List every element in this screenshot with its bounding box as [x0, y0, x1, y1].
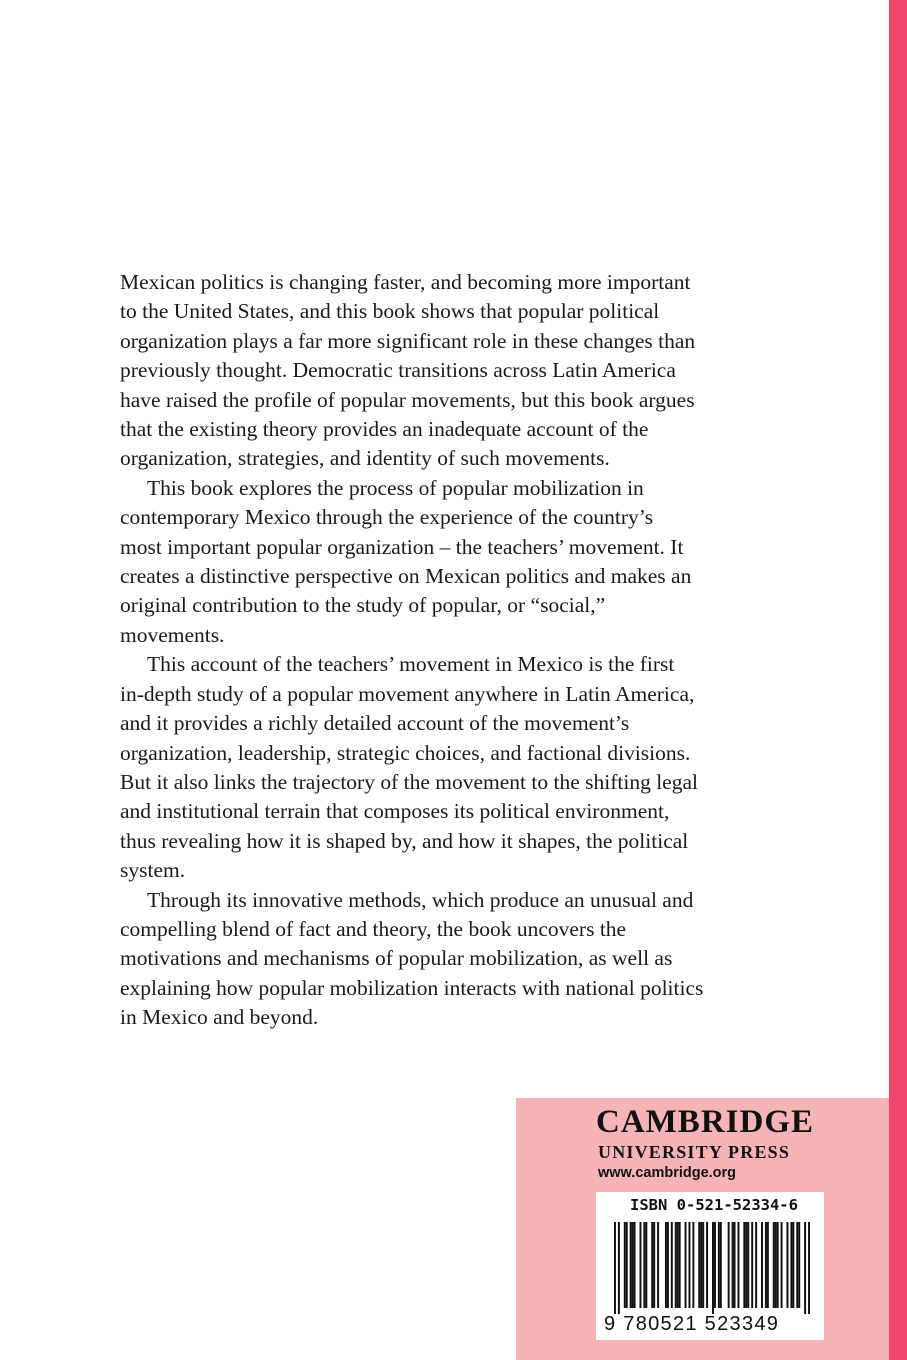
barcode-bar — [751, 1222, 753, 1308]
blurb-line: Through its innovative methods, which produce an unusual and — [147, 887, 694, 912]
blurb-line: organization, leadership, strategic choices, and factional divisions. — [120, 740, 691, 765]
blurb-line: that the existing theory provides an inadequate account of the — [120, 417, 649, 442]
barcode-bar — [804, 1222, 806, 1314]
barcode-bar — [808, 1222, 810, 1314]
blurb-paragraph-2 — [120, 474, 800, 650]
blurb-paragraph-1 — [120, 268, 800, 474]
barcode-bar — [781, 1222, 783, 1308]
barcode-bar — [790, 1222, 792, 1308]
barcode-bar — [798, 1222, 800, 1308]
barcode-bar — [706, 1222, 708, 1308]
barcode-bar — [728, 1222, 730, 1308]
barcode-bar — [692, 1222, 694, 1308]
barcode-bar — [732, 1222, 734, 1308]
blurb-line: to the United States, and this book shows that popular political — [120, 299, 660, 324]
blurb-line: original contribution to the study of popular, or “social,” — [120, 593, 606, 618]
publisher-panel — [516, 1098, 889, 1360]
barcode-bar — [796, 1222, 798, 1308]
barcode-box — [596, 1192, 824, 1340]
blurb-line: previously thought. Democratic transitions across Latin America — [120, 358, 676, 383]
barcode-bar — [632, 1222, 634, 1308]
blurb-line: most important popular organization – the teachers’ movement. It — [120, 534, 684, 559]
barcode-bar — [643, 1222, 645, 1308]
barcode-bar — [651, 1222, 653, 1308]
barcode-bar — [712, 1222, 714, 1314]
barcode-bar — [639, 1222, 641, 1308]
barcode-bar — [685, 1222, 687, 1308]
barcode-bar — [679, 1222, 681, 1308]
barcode-bar — [767, 1222, 769, 1308]
publisher-name: CAMBRIDGE — [596, 1104, 815, 1140]
barcode-bar — [645, 1222, 647, 1308]
barcode-icon — [614, 1222, 810, 1314]
publisher-subname: UNIVERSITY PRESS — [598, 1142, 791, 1162]
blurb-line: in-depth study of a popular movement anywhere in Latin America, — [120, 681, 695, 706]
barcode-bar — [626, 1222, 628, 1308]
barcode-bar — [671, 1222, 673, 1308]
blurb-line: organization plays a far more significant role in these changes than — [120, 328, 696, 353]
spine-stripe — [889, 0, 907, 1360]
barcode-bar — [714, 1222, 716, 1308]
barcode-bar — [773, 1222, 775, 1308]
blurb-line: creates a distinctive perspective on Mexican politics and makes an — [120, 564, 692, 589]
blurb-line: motivations and mechanisms of popular mobilization, as well as — [120, 946, 673, 971]
barcode-bar — [761, 1222, 763, 1308]
barcode-bar — [745, 1222, 747, 1308]
barcode-bar — [614, 1222, 616, 1314]
blurb-line: have raised the profile of popular movements, but this book argues — [120, 387, 695, 412]
blurb-line: Mexican politics is changing faster, and becoming more important — [120, 270, 691, 294]
blurb-line: contemporary Mexico through the experience of the country’s — [120, 505, 654, 530]
barcode-bar — [634, 1222, 636, 1308]
blurb-line: compelling blend of fact and theory, the book uncovers the — [120, 916, 627, 941]
blurb-line: system. — [120, 858, 186, 883]
barcode-bar — [700, 1222, 702, 1308]
blurb-line: organization, strategies, and identity of such movements. — [120, 446, 610, 471]
barcode-bar — [698, 1222, 700, 1308]
barcode-bar — [720, 1222, 722, 1308]
barcode-bar — [657, 1222, 659, 1308]
blurb-line: and it provides a richly detailed account of the movement’s — [120, 711, 630, 736]
isbn-label: ISBN 0-521-52334-6 — [630, 1196, 798, 1214]
barcode-bar — [743, 1222, 745, 1308]
cover-blurb — [120, 268, 800, 1033]
barcode-bar — [675, 1222, 677, 1308]
barcode-bar — [677, 1222, 679, 1308]
blurb-paragraph-4 — [120, 886, 800, 1033]
barcode-bar — [718, 1222, 720, 1308]
barcode-bar — [747, 1222, 749, 1308]
barcode-bar — [765, 1222, 767, 1308]
barcode-bar — [777, 1222, 779, 1308]
blurb-line: and institutional terrain that composes its political environment, — [120, 799, 670, 824]
blurb-line: This account of the teachers’ movement in Mexico is the first — [147, 652, 675, 677]
barcode-bar — [667, 1222, 669, 1308]
barcode-bar — [618, 1222, 620, 1314]
blurb-line: thus revealing how it is shaped by, and how it shapes, the political — [120, 828, 689, 853]
blurb-line: movements. — [120, 622, 225, 647]
barcode-bar — [775, 1222, 777, 1308]
barcode-bar — [630, 1222, 632, 1308]
barcode-digits: 9 780521 523349 — [604, 1313, 780, 1335]
barcode-bar — [792, 1222, 794, 1308]
blurb-line: But it also links the trajectory of the movement to the shifting legal — [120, 769, 698, 794]
blurb-paragraph-3 — [120, 650, 800, 885]
barcode-bar — [653, 1222, 655, 1308]
barcode-bar — [665, 1222, 667, 1308]
barcode-bar — [786, 1222, 788, 1308]
blurb-line: explaining how popular mobilization interacts with national politics — [120, 975, 704, 1000]
blurb-line: This book explores the process of popular mobilization in — [147, 475, 644, 500]
blurb-line: in Mexico and beyond. — [120, 1005, 319, 1030]
barcode-bar — [737, 1222, 739, 1308]
barcode-bar — [755, 1222, 757, 1308]
barcode-bar — [624, 1222, 626, 1308]
barcode-bar — [734, 1222, 736, 1308]
barcode-bar — [702, 1222, 704, 1308]
publisher-url: www.cambridge.org — [598, 1165, 737, 1181]
barcode-bar — [688, 1222, 690, 1308]
